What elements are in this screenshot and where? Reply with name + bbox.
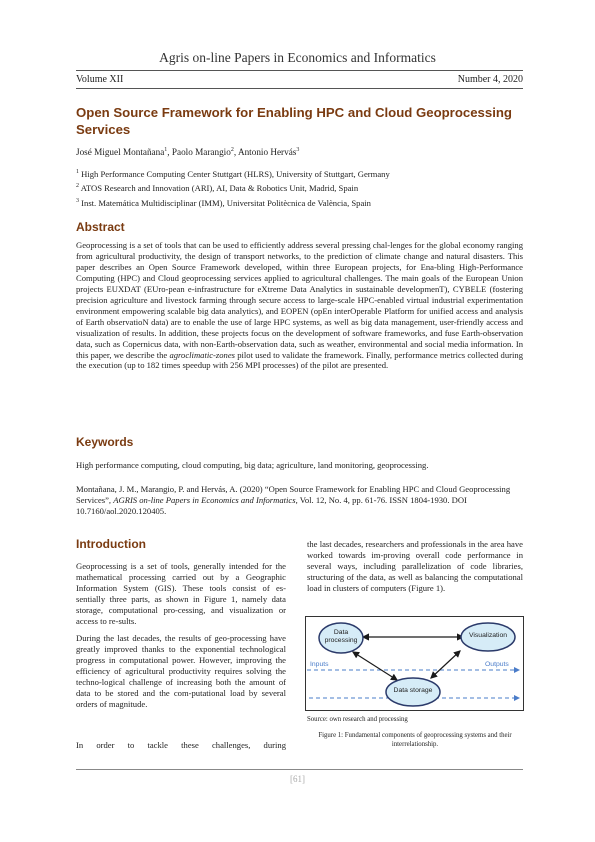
figure-caption: Figure 1: Fundamental components of geoprocessing systems and their interrelationship. <box>318 732 512 748</box>
keywords-text: High performance computing, cloud computing, big data; agriculture, land monitoring, geoprocessing. <box>76 460 429 470</box>
issue-number-label: Number 4, 2020 <box>457 74 523 85</box>
affiliation <box>76 183 358 193</box>
abstract-heading: Abstract <box>76 220 125 234</box>
abstract-text <box>76 240 523 426</box>
citation-journal: AGRIS on-line Papers in Economics and Informatics <box>113 495 296 505</box>
inputs-label: Inputs <box>310 661 329 668</box>
header-rule-top <box>76 70 523 71</box>
affiliation-mark: 2 <box>76 183 79 190</box>
figure-source: Source: own research and processing <box>307 716 408 723</box>
author-list: José Miguel Montañana$^1$, Paolo Marangio$^2$, Antonio Hervás$^3$ <box>76 147 300 158</box>
affiliation <box>76 198 371 208</box>
page-number: [61] <box>290 774 305 784</box>
citation <box>76 484 523 517</box>
outputs-label: Outputs <box>485 661 509 668</box>
author-name: Antonio Hervás <box>237 147 297 158</box>
paper-title: Open Source Framework for Enabling HPC and Cloud Geoprocessing Services <box>76 105 512 137</box>
keywords-heading: Keywords <box>76 435 134 449</box>
citation-text: Montañana, J. M., Marangio, P. and Hervás, A. (2020) “Open Source Framework for Enabling HPC and Cloud Geoprocessing Services”, <box>76 484 511 505</box>
intro-paragraph: During the last decades, the results of geo-processing have greatly improved thanks to the exponential technological progress in computational power. However, improving the efficiency of agricultural productivity requires solving the techno-logical challenge of increasing both the amount of data to be stored and the com-putational load by several orders of magnitude. <box>76 633 286 709</box>
visualization-label: Visualization <box>468 632 508 639</box>
affiliation <box>76 169 390 179</box>
citation-text: , Vol. 12, No. 4, pp. 61-76. ISSN 1804-1930. DOI 10.7160/aol.2020.120405. <box>76 495 467 516</box>
author-affiliation-mark: 2 <box>230 147 234 153</box>
affiliation-mark: 1 <box>76 169 79 176</box>
footer-rule <box>76 769 523 770</box>
data-storage-label: Data storage <box>393 687 433 694</box>
figure-diagram <box>305 616 524 711</box>
affiliation-mark: 3 <box>76 198 79 205</box>
introduction-heading: Introduction <box>76 537 146 551</box>
intro-paragraph: In order to tackle these challenges, during <box>76 740 286 750</box>
volume-label: Volume XII <box>76 74 124 85</box>
abstract-text-part: pilot used to validate the framework. Finally, performance metrics collected during the execution (up to 182 times speedup with 256 MPI processes) of the pilot are presented. <box>76 349 523 371</box>
abstract-text-part: Geoprocessing is a set of tools that can be used to efficiently address several pressing chal-lenges for the global economy ranging from agricultural productivity, the design of transport networks, to the prediction of climate change and natural disasters. This paper describes an Open Source Framework developed, within three European projects, for Ena-bling High-Performance Computing (HPC) and Cloud geoprocessing services applied to agricultural challenges. The main goals of the European Union projects EUXDAT (EUro-pean e-infrastructure for eXtreme Data Analytics in sustainable developmenT), CYBELE (fostering precision agriculture and livestock farming through secure access to large-scale HPC-enabled virtual industrial experimentation environment empowering scalable big data analytics), and EOPEN (opEn interOperable Platform for unified access and analysis of Earth observatioN data) are to enable the use of large HPC systems, as well as big data management, user-friendly access and visualization of results. In addition, these projects focus on the development of software frameworks, and fuse Earth-observation data, such as Copernicus data, with non-Earth-observation data, such as weather, environmental and social media information. In this paper, we describe the <box>76 240 523 360</box>
author-affiliation-mark: 1 <box>164 147 168 153</box>
affiliation-text: High Performance Computing Center Stuttgart (HLRS), University of Stuttgart, Germany <box>81 169 390 179</box>
author-name: José Miguel Montañana <box>76 147 165 158</box>
data-processing-label: Data processing <box>324 629 358 644</box>
author-affiliation-mark: 3 <box>296 147 300 153</box>
intro-paragraph: the last decades, researchers and professionals in the area have worked towards im-proving overall code performance in several ways, including parallelization of code libraries, structuring of the data, as well as balancing the computational load in clusters of computers (Figure 1). <box>307 539 523 593</box>
header-rule-bottom <box>76 88 523 89</box>
affiliation-text: ATOS Research and Innovation (ARI), AI, Data & Robotics Unit, Madrid, Spain <box>80 183 359 193</box>
journal-title: Agris on-line Papers in Economics and Informatics <box>159 50 436 65</box>
affiliation-text: Inst. Matemática Multidisciplinar (IMM), Universitat Politècnica de València, Spain <box>81 198 371 208</box>
abstract-italic-term: agroclimatic-zones <box>169 349 235 360</box>
intro-paragraph: Geoprocessing is a set of tools, generally intended for the mathematical processing carried out by a Geographic Information System (GIS). These tools consist of es-sentially three parts, as shown in Figure 1, namely data storage, computational pro-cessing, and visualization or access to re-sults. <box>76 561 286 626</box>
author-name: Paolo Marangio <box>171 147 231 158</box>
